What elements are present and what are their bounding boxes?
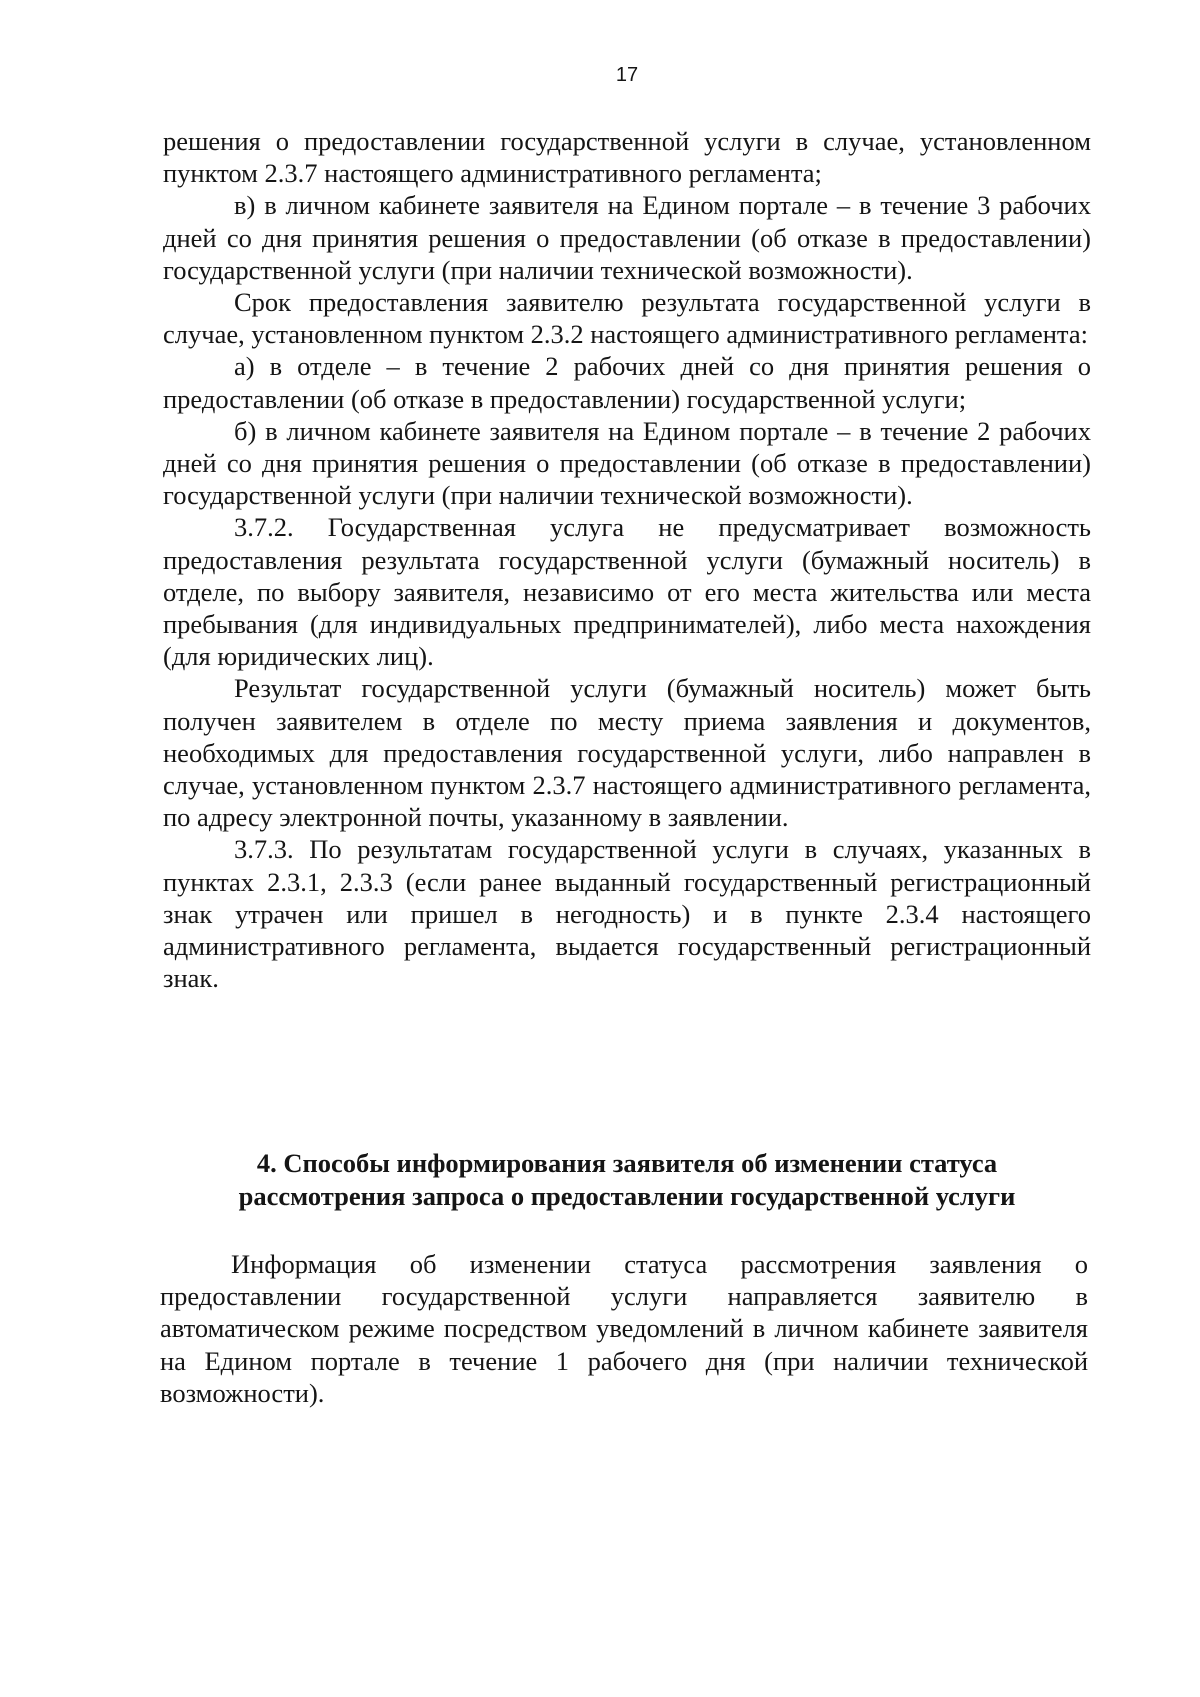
section-heading-line-2: рассмотрения запроса о предоставлении государственной услуги — [238, 1181, 1016, 1211]
paragraph-notification: Информация об изменении статуса рассмотрения заявления о предоставлении государственной услуги направляется заявителю в автоматическом режиме посредством уведомлений в личном кабинете заявителя на Едином портале в течение 1 рабочего дня (при наличии технической возможности). — [160, 1249, 1088, 1408]
section-heading-line-1: 4. Способы информирования заявителя об изменении статуса — [256, 1148, 998, 1178]
section-heading — [163, 1147, 1091, 1213]
paragraph-result: Результат государственной услуги (бумажный носитель) может быть получен заявителем в отделе по месту приема заявления и документов, необходимых для предоставления государственной услуги, либо направлен в случае, установленном пунктом 2.3.7 настоящего административного регламента, по адресу электронной почты, указанному в заявлении. — [163, 673, 1091, 833]
paragraph-item-v: в) в личном кабинете заявителя на Едином портале – в течение 3 рабочих дней со дня принятия решения о предоставлении (об отказе в предоставлении) государственной услуги (при наличии технической возможности). — [163, 190, 1091, 285]
main-body-text — [163, 125, 1091, 994]
paragraph-continuation: решения о предоставлении государственной услуги в случае, установленном пунктом 2.3.7 настоящего административного регламента; — [163, 126, 1091, 189]
paragraph-item-b: б) в личном кабинете заявителя на Едином портале – в течение 2 рабочих дней со дня принятия решения о предоставлении (об отказе в предоставлении) государственной услуги (при наличии технической возможности). — [163, 415, 1091, 511]
page-number: 17 — [615, 64, 639, 86]
paragraph-3-7-3: 3.7.3. По результатам государственной услуги в случаях, указанных в пунктах 2.3.1, 2.3.3 (если ранее выданный государственный регистрационный знак утрачен или пришел в негодность) и в пункте 2.3.4 настоящего административного регламента, выдается государственный регистрационный знак. — [163, 834, 1091, 994]
paragraph-3-7-2: 3.7.2. Государственная услуга не предусматривает возможность предоставления результата государственной услуги (бумажный носитель) в отделе, по выбору заявителя, независимо от его места жительства или места пребывания (для индивидуальных предпринимателей), либо места нахождения (для юридических лиц). — [163, 512, 1091, 672]
section-4-body — [160, 1248, 1088, 1409]
paragraph-term: Срок предоставления заявителю результата государственной услуги в случае, установленном пунктом 2.3.2 настоящего административного регламента: — [163, 287, 1091, 350]
paragraph-item-a: а) в отделе – в течение 2 рабочих дней со дня принятия решения о предоставлении (об отказе в предоставлении) государственной услуги; — [163, 351, 1091, 414]
